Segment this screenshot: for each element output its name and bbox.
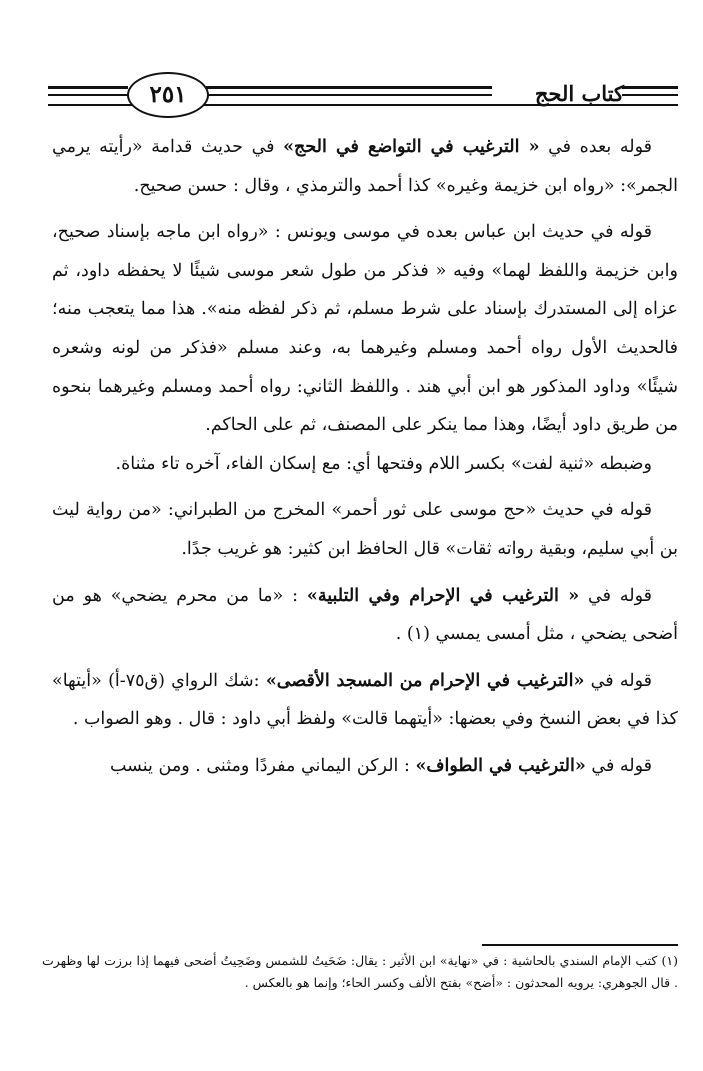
header-rule-middle-bottom [206, 94, 492, 96]
paragraph: وضبطه «ثنية لفت» بكسر اللام وفتحها أي: مع إسكان الفاء، آخره تاء مثناة. [115, 453, 652, 474]
section-heading: « الترغيب في التواضع في الحج» [283, 137, 540, 157]
paragraph: قوله بعده في « الترغيب في التواضع في الحج» في حديث قدامة «رأيته يرمي الجمر»: «رواه ابن خزيمة وغيره» كذا أحمد والترمذي ، وقال : حسن صحيح. [52, 137, 678, 196]
header-rule-left-bottom [48, 94, 128, 96]
footnote: (١) كتب الإمام السندي بالحاشية : في «نهاية» ابن الأثير : يقال: ضَحَيتُ للشمس وضَحِيتُ أضحى فيهما إذا برزت لها وظهرت . قال الجوهري: يرويه المحدثون : «أضح» بفتح الألف وكسر الحاء؛ وإنما هو بالعكس . [42, 953, 678, 990]
paragraph: قوله في «الترغيب في الإحرام من المسجد الأقصى» :شك الرواي (ق٧٥-أ) «أيتها» كذا في بعض النسخ وفي بعضها: «أيتهما قالت» ولفظ أبي داود : قال . وهو الصواب . [52, 670, 678, 730]
footnotes [42, 950, 678, 1030]
section-heading: «الترغيب في الإحرام من المسجد الأقصى» [265, 670, 585, 691]
paragraph: قوله في « الترغيب في الإحرام وفي التلبية» : «ما من محرم يضحي» هو من أضحى يضحي ، مثل أمسى يمسي (١) . [52, 585, 678, 645]
page-header [0, 0, 703, 130]
paragraph: قوله في حديث ابن عباس بعده في موسى ويونس : «رواه ابن ماجه بإسناد صحيح، وابن خزيمة واللفظ لهما» وفيه « فذكر من طول شعر موسى شيئًا لا يحفظه داود، ثم عزاه إلى المستدرك بإسناد على شرط مسلم، ثم ذكر لفظه منه». هذا مما يتعجب منه؛ فالحديث الأول رواه أحمد ومسلم وغيرهما به، وعند مسلم «فذكر من لونه وشعره شيئًا» وداود المذكور هو ابن أبي هند . واللفظ الثاني: رواه أحمد ومسلم وغيرهما بنحوه من طريق داود أيضًا، وهذا مما ينكر على المصنف، ثم على الحاكم. [52, 222, 678, 436]
section-heading: «الترغيب في الطواف» [415, 755, 586, 776]
header-rule-right-top [622, 86, 678, 89]
paragraph: قوله في حديث «حج موسى على ثور أحمر» المخرج من الطبراني: «من رواية ليث بن أبي سليم، وبقية رواته ثقات» قال الحافظ ابن كثير: هو غريب جدًا. [52, 500, 678, 559]
section-heading: « الترغيب في الإحرام وفي التلبية» [306, 585, 580, 606]
body-text [52, 128, 678, 940]
footnote-separator [482, 944, 678, 946]
header-rule-middle-top [206, 86, 492, 89]
header-rule-left-top [48, 86, 128, 89]
page-number: ٢٥١ [127, 72, 209, 118]
header-rule-right-bottom [622, 94, 678, 96]
book-title: كتاب الحج [534, 81, 624, 106]
paragraph: قوله في «الترغيب في الطواف» : الركن اليماني مفردًا ومثنى . ومن ينسب [109, 755, 652, 776]
